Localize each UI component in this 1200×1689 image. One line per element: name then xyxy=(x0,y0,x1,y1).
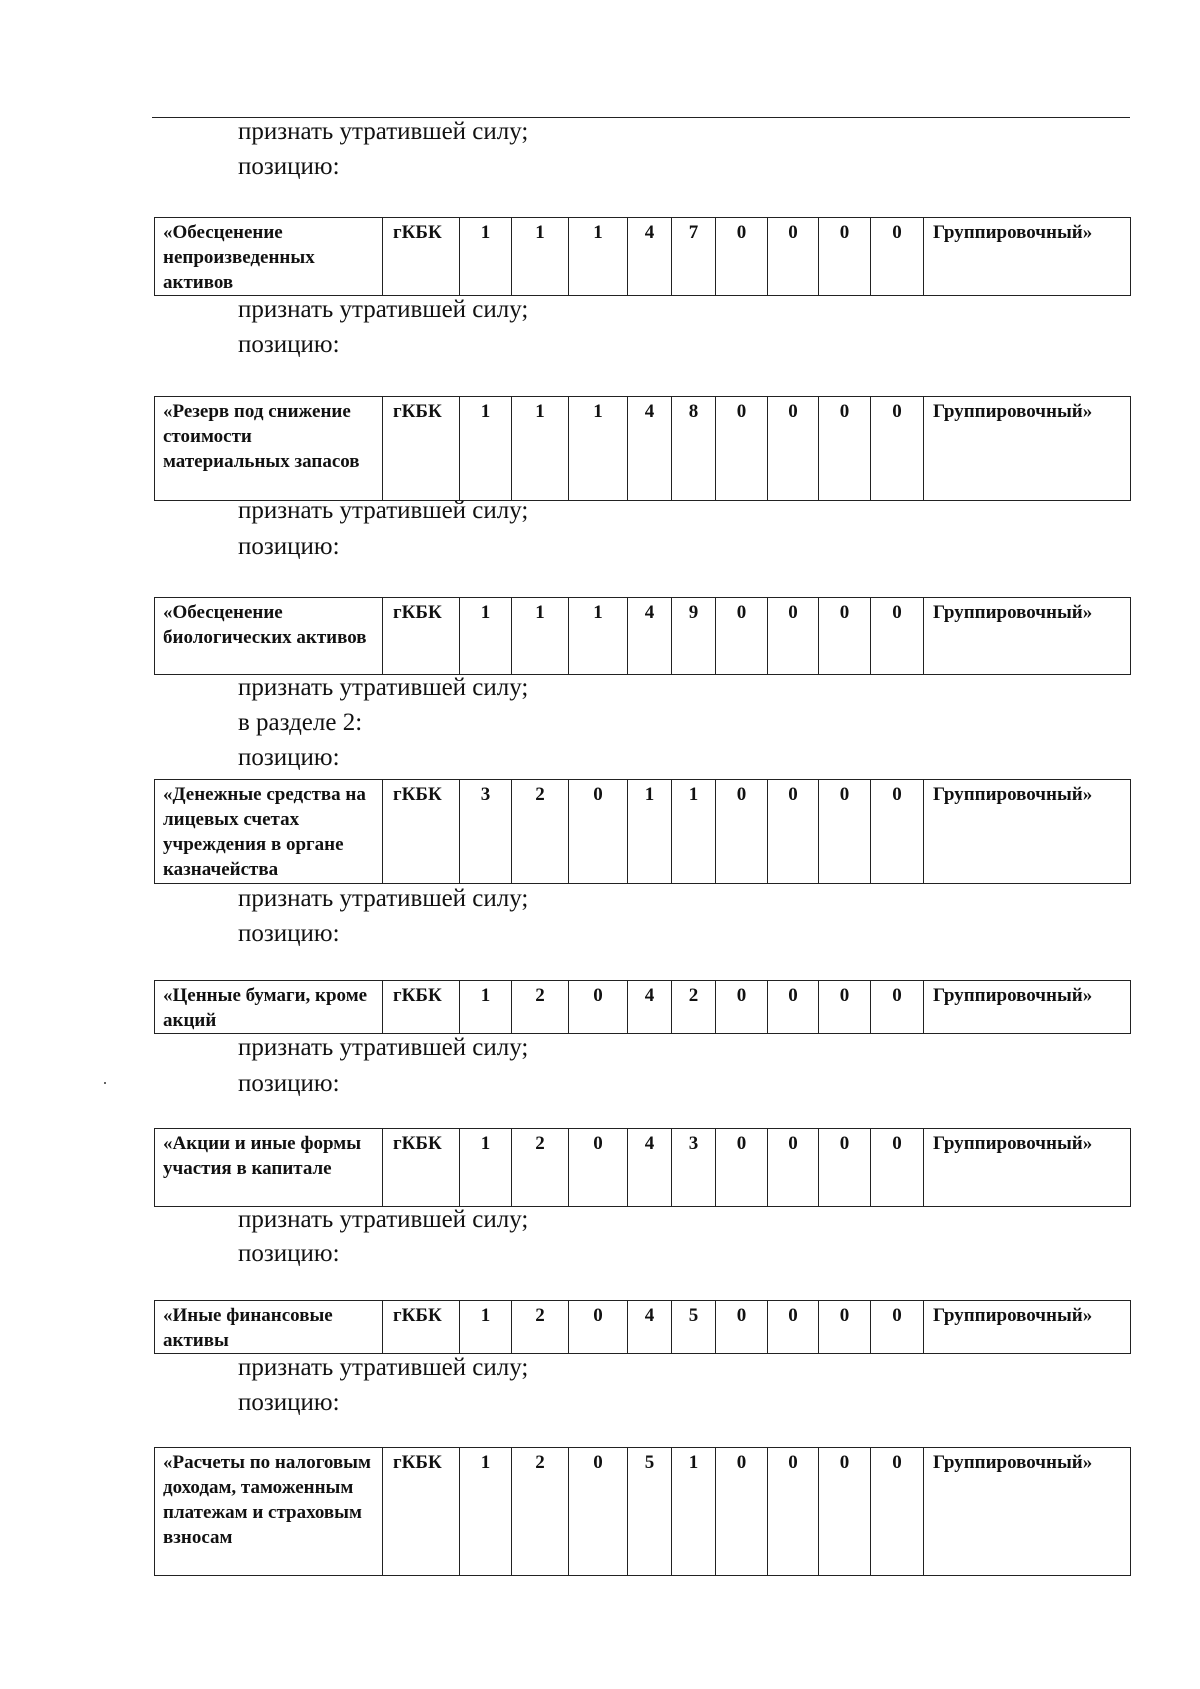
account-digit: 0 xyxy=(871,218,924,296)
account-digit: 5 xyxy=(672,1301,716,1354)
account-digit: 0 xyxy=(768,1301,819,1354)
instruction-position: позицию: xyxy=(238,331,340,358)
scan-speck xyxy=(104,1082,106,1084)
account-digit: 1 xyxy=(569,218,628,296)
account-digit: 4 xyxy=(628,397,672,501)
account-digit: 0 xyxy=(871,1448,924,1576)
kbk-label: гКБК xyxy=(383,598,460,675)
account-digit: 0 xyxy=(716,598,768,675)
account-digit: 0 xyxy=(569,1448,628,1576)
account-digit: 3 xyxy=(460,780,512,884)
account-digit: 1 xyxy=(512,598,569,675)
account-digit: 0 xyxy=(716,218,768,296)
instruction-revoke: признать утратившей силу; xyxy=(238,674,529,701)
account-digit: 1 xyxy=(460,218,512,296)
position-table xyxy=(154,597,1131,675)
account-digit: 0 xyxy=(768,780,819,884)
instruction-revoke: признать утратившей силу; xyxy=(238,885,529,912)
account-digit: 4 xyxy=(628,981,672,1034)
account-digit: 0 xyxy=(871,780,924,884)
account-digit: 0 xyxy=(871,397,924,501)
account-digit: 2 xyxy=(672,981,716,1034)
position-table xyxy=(154,1447,1131,1576)
account-type: Группировочный» xyxy=(924,598,1131,675)
instruction-revoke: признать утратившей силу; xyxy=(238,296,529,323)
position-table xyxy=(154,1128,1131,1207)
account-digit: 8 xyxy=(672,397,716,501)
account-name: «Денежные средства на лицевых счетах учреждения в органе казначейства xyxy=(155,780,383,884)
instruction-position: позицию: xyxy=(238,1240,340,1267)
account-digit: 0 xyxy=(716,1129,768,1207)
account-digit: 0 xyxy=(716,981,768,1034)
account-type: Группировочный» xyxy=(924,780,1131,884)
kbk-label: гКБК xyxy=(383,397,460,501)
account-digit: 1 xyxy=(460,981,512,1034)
account-digit: 2 xyxy=(512,981,569,1034)
account-digit: 0 xyxy=(716,780,768,884)
account-digit: 0 xyxy=(569,981,628,1034)
account-digit: 7 xyxy=(672,218,716,296)
account-digit: 0 xyxy=(819,981,871,1034)
instruction-position: позицию: xyxy=(238,153,340,180)
account-digit: 0 xyxy=(768,981,819,1034)
account-digit: 0 xyxy=(819,1129,871,1207)
account-digit: 0 xyxy=(768,1129,819,1207)
account-digit: 0 xyxy=(871,1301,924,1354)
account-digit: 0 xyxy=(819,1448,871,1576)
instruction-revoke: признать утратившей силу; xyxy=(238,118,529,145)
instruction-position: позицию: xyxy=(238,1070,340,1097)
account-digit: 0 xyxy=(819,1301,871,1354)
table-row xyxy=(155,981,1131,1034)
account-digit: 0 xyxy=(716,1301,768,1354)
account-digit: 3 xyxy=(672,1129,716,1207)
account-type: Группировочный» xyxy=(924,397,1131,501)
instruction-revoke: признать утратившей силу; xyxy=(238,1206,529,1233)
position-table xyxy=(154,1300,1131,1354)
account-digit: 0 xyxy=(716,397,768,501)
account-digit: 2 xyxy=(512,780,569,884)
instruction-revoke: признать утратившей силу; xyxy=(238,1034,529,1061)
table-row xyxy=(155,218,1131,296)
account-name: «Резерв под снижение стоимости материальных запасов xyxy=(155,397,383,501)
account-type: Группировочный» xyxy=(924,981,1131,1034)
kbk-label: гКБК xyxy=(383,1129,460,1207)
table-row xyxy=(155,780,1131,884)
instruction-position: позицию: xyxy=(238,1389,340,1416)
account-digit: 0 xyxy=(819,598,871,675)
account-digit: 0 xyxy=(819,397,871,501)
account-type: Группировочный» xyxy=(924,1448,1131,1576)
account-name: «Иные финансовые активы xyxy=(155,1301,383,1354)
instruction-position: позицию: xyxy=(238,744,340,771)
account-digit: 0 xyxy=(768,218,819,296)
account-name: «Обесценение биологических активов xyxy=(155,598,383,675)
account-digit: 1 xyxy=(512,397,569,501)
table-row xyxy=(155,1129,1131,1207)
account-digit: 0 xyxy=(768,1448,819,1576)
account-name: «Обесценение непроизведенных активов xyxy=(155,218,383,296)
table-row xyxy=(155,598,1131,675)
account-digit: 1 xyxy=(628,780,672,884)
account-digit: 2 xyxy=(512,1301,569,1354)
account-digit: 5 xyxy=(628,1448,672,1576)
account-digit: 1 xyxy=(460,397,512,501)
instruction-revoke: признать утратившей силу; xyxy=(238,1354,529,1381)
position-table xyxy=(154,779,1131,884)
account-digit: 9 xyxy=(672,598,716,675)
account-digit: 0 xyxy=(871,598,924,675)
instruction-position: позицию: xyxy=(238,533,340,560)
account-name: «Расчеты по налоговым доходам, таможенным платежам и страховым взносам xyxy=(155,1448,383,1576)
account-type: Группировочный» xyxy=(924,218,1131,296)
account-digit: 0 xyxy=(569,1129,628,1207)
kbk-label: гКБК xyxy=(383,780,460,884)
account-type: Группировочный» xyxy=(924,1301,1131,1354)
instruction-position: позицию: xyxy=(238,920,340,947)
account-digit: 4 xyxy=(628,598,672,675)
table-row xyxy=(155,1301,1131,1354)
kbk-label: гКБК xyxy=(383,1301,460,1354)
account-type: Группировочный» xyxy=(924,1129,1131,1207)
account-digit: 1 xyxy=(460,598,512,675)
table-row xyxy=(155,397,1131,501)
account-digit: 1 xyxy=(460,1301,512,1354)
account-digit: 0 xyxy=(716,1448,768,1576)
account-name: «Ценные бумаги, кроме акций xyxy=(155,981,383,1034)
account-digit: 4 xyxy=(628,218,672,296)
table-row xyxy=(155,1448,1131,1576)
account-digit: 2 xyxy=(512,1448,569,1576)
kbk-label: гКБК xyxy=(383,1448,460,1576)
account-digit: 0 xyxy=(871,981,924,1034)
account-digit: 1 xyxy=(672,1448,716,1576)
account-name: «Акции и иные формы участия в капитале xyxy=(155,1129,383,1207)
account-digit: 1 xyxy=(672,780,716,884)
account-digit: 0 xyxy=(819,780,871,884)
position-table xyxy=(154,980,1131,1034)
account-digit: 0 xyxy=(768,598,819,675)
account-digit: 0 xyxy=(768,397,819,501)
account-digit: 1 xyxy=(569,598,628,675)
kbk-label: гКБК xyxy=(383,218,460,296)
account-digit: 0 xyxy=(569,780,628,884)
section-heading: в разделе 2: xyxy=(238,709,363,736)
account-digit: 4 xyxy=(628,1301,672,1354)
account-digit: 1 xyxy=(569,397,628,501)
account-digit: 1 xyxy=(460,1129,512,1207)
account-digit: 0 xyxy=(819,218,871,296)
instruction-revoke: признать утратившей силу; xyxy=(238,497,529,524)
account-digit: 4 xyxy=(628,1129,672,1207)
account-digit: 1 xyxy=(512,218,569,296)
account-digit: 2 xyxy=(512,1129,569,1207)
account-digit: 0 xyxy=(569,1301,628,1354)
account-digit: 1 xyxy=(460,1448,512,1576)
position-table xyxy=(154,396,1131,501)
kbk-label: гКБК xyxy=(383,981,460,1034)
position-table xyxy=(154,217,1131,296)
account-digit: 0 xyxy=(871,1129,924,1207)
